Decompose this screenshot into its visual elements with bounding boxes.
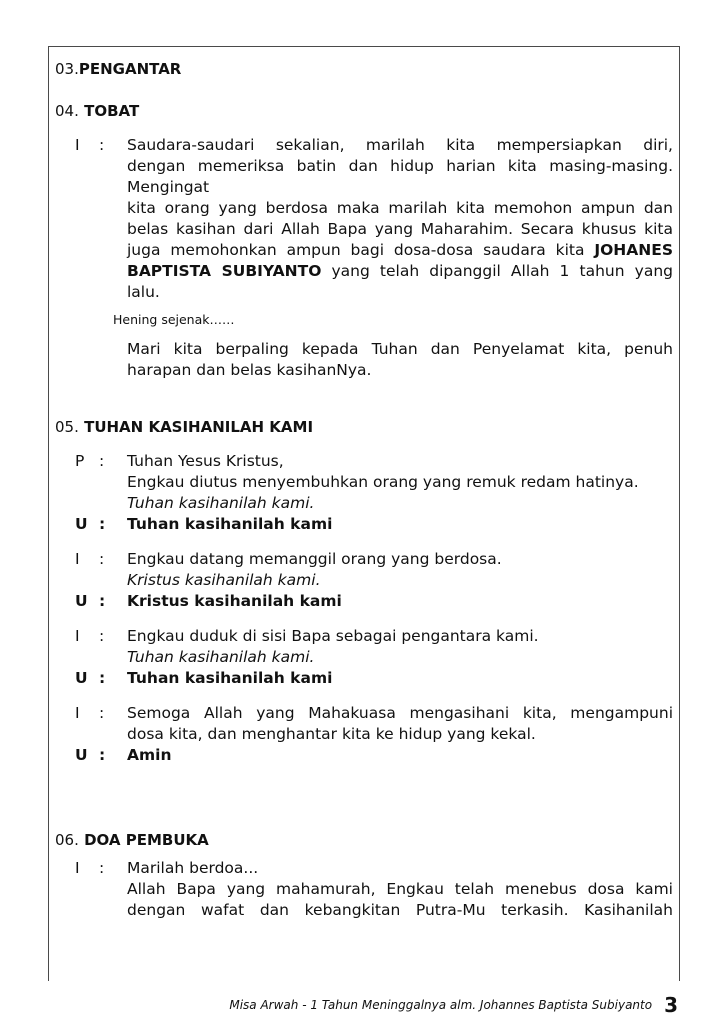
text-fragment: juga memohonkan ampun bagi dosa-dosa saudara kita: [127, 241, 585, 259]
paragraph-text: [127, 703, 673, 745]
response-text: Tuhan kasihanilah kami: [127, 669, 333, 687]
text-line: [127, 261, 673, 282]
text-fragment: yang telah dipanggil Allah 1 tahun yang: [331, 262, 673, 280]
paragraph-text: [127, 549, 673, 591]
speaker-colon: :: [99, 627, 105, 645]
kyrie-response-3: [75, 668, 673, 689]
opening-prayer-block: [75, 858, 673, 921]
italic-line: Tuhan kasihanilah kami.: [127, 494, 315, 512]
page-frame: [48, 46, 680, 981]
kyrie-block-2: [75, 549, 673, 591]
paragraph-text: [127, 135, 673, 303]
text-line: dengan memeriksa batin dan hidup harian kita masing-masing.: [127, 157, 673, 175]
speaker-label: I: [75, 859, 80, 877]
text-line: Mengingat: [127, 178, 210, 196]
section-03-heading: [55, 59, 673, 79]
speaker-label: I: [75, 704, 80, 722]
section-title: DOA PEMBUKA: [84, 831, 209, 849]
paragraph-text: [127, 626, 673, 668]
section-number: 05.: [55, 418, 79, 436]
italic-line: Kristus kasihanilah kami.: [127, 571, 321, 589]
text-line: kita orang yang berdosa maka marilah kita memohon ampun dan: [127, 199, 673, 217]
deceased-name-part-2: BAPTISTA SUBIYANTO: [127, 262, 322, 280]
paragraph-text: [127, 858, 673, 921]
speaker-colon: :: [99, 515, 106, 533]
page-footer: [200, 993, 678, 1017]
tobat-paragraph-2: [127, 339, 673, 381]
speaker-colon: :: [99, 704, 105, 722]
page-content: [55, 59, 673, 921]
text-line: dosa kita, dan menghantar kita ke hidup yang kekal.: [127, 725, 536, 743]
text-line: dengan wafat dan kebangkitan Putra-Mu terkasih. Kasihanilah: [127, 901, 673, 919]
response-text: Tuhan kasihanilah kami: [127, 515, 333, 533]
silence-instruction: Hening sejenak……: [113, 312, 235, 327]
text-line: belas kasihan dari Allah Bapa yang Maharahim. Secara khusus kita: [127, 220, 673, 238]
speaker-colon: :: [99, 746, 106, 764]
italic-line: Tuhan kasihanilah kami.: [127, 648, 315, 666]
section-number: 03.: [55, 60, 79, 78]
page-number: 3: [664, 993, 678, 1017]
kyrie-block-3: [75, 626, 673, 668]
deceased-name-part-1: JOHANES: [594, 241, 673, 259]
section-number: 04.: [55, 102, 79, 120]
speaker-label: P: [75, 452, 85, 470]
response-text: Amin: [127, 746, 172, 764]
speaker-colon: :: [99, 452, 105, 470]
speaker-colon: :: [99, 669, 106, 687]
section-04-heading: [55, 101, 673, 121]
section-title: PENGANTAR: [78, 60, 182, 78]
speaker-label: I: [75, 550, 80, 568]
text-line: [127, 240, 673, 261]
tobat-paragraph-1: [75, 135, 673, 303]
speaker-colon: :: [99, 859, 105, 877]
kyrie-response-2: [75, 591, 673, 612]
section-title: TOBAT: [84, 102, 140, 120]
text-line: Engkau duduk di sisi Bapa sebagai pengantara kami.: [127, 627, 539, 645]
text-line: Allah Bapa yang mahamurah, Engkau telah menebus dosa kami: [127, 880, 673, 898]
text-line: Mari kita berpaling kepada Tuhan dan Penyelamat kita, penuh: [127, 340, 673, 358]
kyrie-response-1: [75, 514, 673, 535]
text-line: lalu.: [127, 283, 160, 301]
text-line: harapan dan belas kasihanNya.: [127, 361, 372, 379]
speaker-colon: :: [99, 592, 106, 610]
speaker-label: U: [75, 669, 88, 687]
text-line: Engkau diutus menyembuhkan orang yang remuk redam hatinya.: [127, 473, 639, 491]
kyrie-block-1: [75, 451, 673, 514]
response-text: Kristus kasihanilah kami: [127, 592, 342, 610]
section-06-heading: [55, 830, 673, 850]
paragraph-text: [127, 451, 673, 514]
speaker-label: I: [75, 627, 80, 645]
text-line: Saudara-saudari sekalian, marilah kita mempersiapkan diri,: [127, 136, 673, 154]
speaker-label: U: [75, 746, 88, 764]
speaker-colon: :: [99, 550, 105, 568]
text-line: Semoga Allah yang Mahakuasa mengasihani kita, mengampuni: [127, 704, 673, 722]
text-line: Tuhan Yesus Kristus,: [127, 452, 284, 470]
speaker-colon: :: [99, 136, 105, 154]
speaker-label: I: [75, 136, 80, 154]
footer-title: Misa Arwah - 1 Tahun Meninggalnya alm. Johannes Baptista Subiyanto: [229, 998, 653, 1012]
text-line: Engkau datang memanggil orang yang berdosa.: [127, 550, 502, 568]
kyrie-block-4: [75, 703, 673, 745]
speaker-label: U: [75, 515, 88, 533]
kyrie-response-4: [75, 745, 673, 766]
section-05-heading: [55, 417, 673, 437]
section-number: 06.: [55, 831, 79, 849]
speaker-label: U: [75, 592, 88, 610]
section-title: TUHAN KASIHANILAH KAMI: [84, 418, 314, 436]
text-line: Marilah berdoa...: [127, 859, 259, 877]
